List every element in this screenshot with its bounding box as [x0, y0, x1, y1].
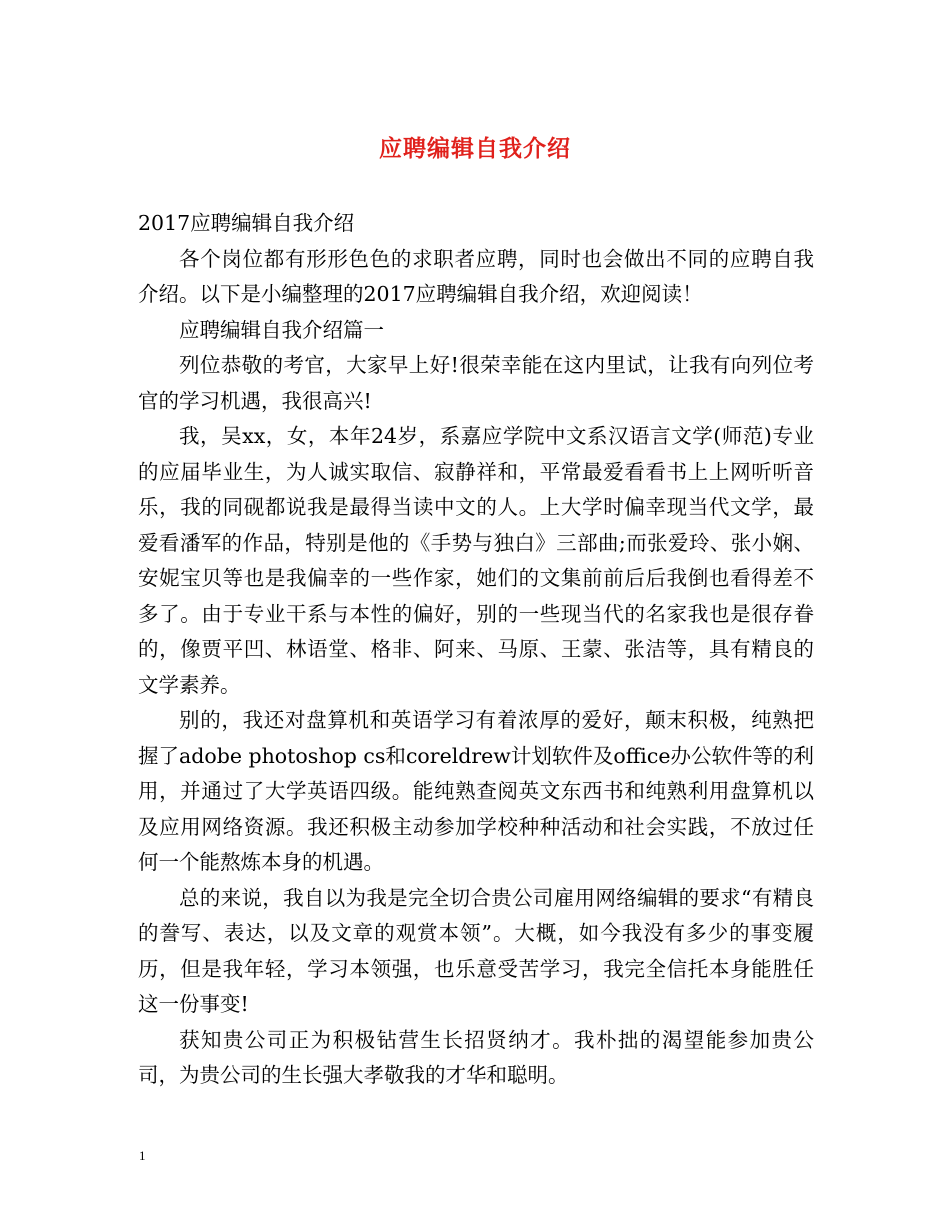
paragraph: 我，吴xx，女，本年24岁，系嘉应学院中文系汉语言文学(师范)专业的应届毕业生，为人诚实取信、寂静祥和，平常最爱看看书上上网听听音乐，我的同砚都说我是最得当读中文的人。上大学时偏幸现当代文学，最爱看潘军的作品，特别是他的《手势与独白》三部曲;而张爱玲、张小娴、安妮宝贝等也是我偏幸的一些作家，她们的文集前前后后我倒也看得差不多了。由于专业干系与本性的偏好，别的一些现当代的名家我也是很存眷的，像贾平凹、林语堂、格非、阿来、马原、王蒙、张洁等，具有精良的文学素养。	[138, 424, 814, 697]
paragraph: 列位恭敬的考官，大家早上好!很荣幸能在这内里试，让我有向列位考官的学习机遇，我很高兴!	[138, 353, 814, 413]
paragraph: 别的，我还对盘算机和英语学习有着浓厚的爱好，颠末积极，纯熟把握了adobe photoshop cs和coreldrew计划软件及office办公软件等的利用，并通过了大学英语四级。能纯熟查阅英文东西书和纯熟利用盘算机以及应用网络资源。我还积极主动参加学校种种活动和社会实践，不放过任何一个能熬炼本身的机遇。	[138, 708, 814, 874]
page-title: 应聘编辑自我介绍	[379, 136, 571, 162]
document-body	[138, 206, 814, 1094]
page-number: 1	[139, 1148, 146, 1163]
paragraph-heading: 2017应聘编辑自我介绍	[138, 211, 355, 235]
section-heading: 应聘编辑自我介绍篇一	[179, 317, 384, 342]
paragraph: 获知贵公司正为积极钻营生长招贤纳才。我朴拙的渴望能参加贵公司，为贵公司的生长强大孝敬我的才华和聪明。	[138, 1027, 814, 1087]
paragraph: 总的来说，我自以为我是完全切合贵公司雇用网络编辑的要求“有精良的誊写、表达，以及文章的观赏本领”。大概，如今我没有多少的事变履历，但是我年轻，学习本领强，也乐意受苦学习，我完全信托本身能胜任这一份事变!	[138, 885, 814, 1016]
paragraph: 各个岗位都有形形色色的求职者应聘，同时也会做出不同的应聘自我介绍。以下是小编整理的2017应聘编辑自我介绍，欢迎阅读！	[138, 246, 814, 306]
